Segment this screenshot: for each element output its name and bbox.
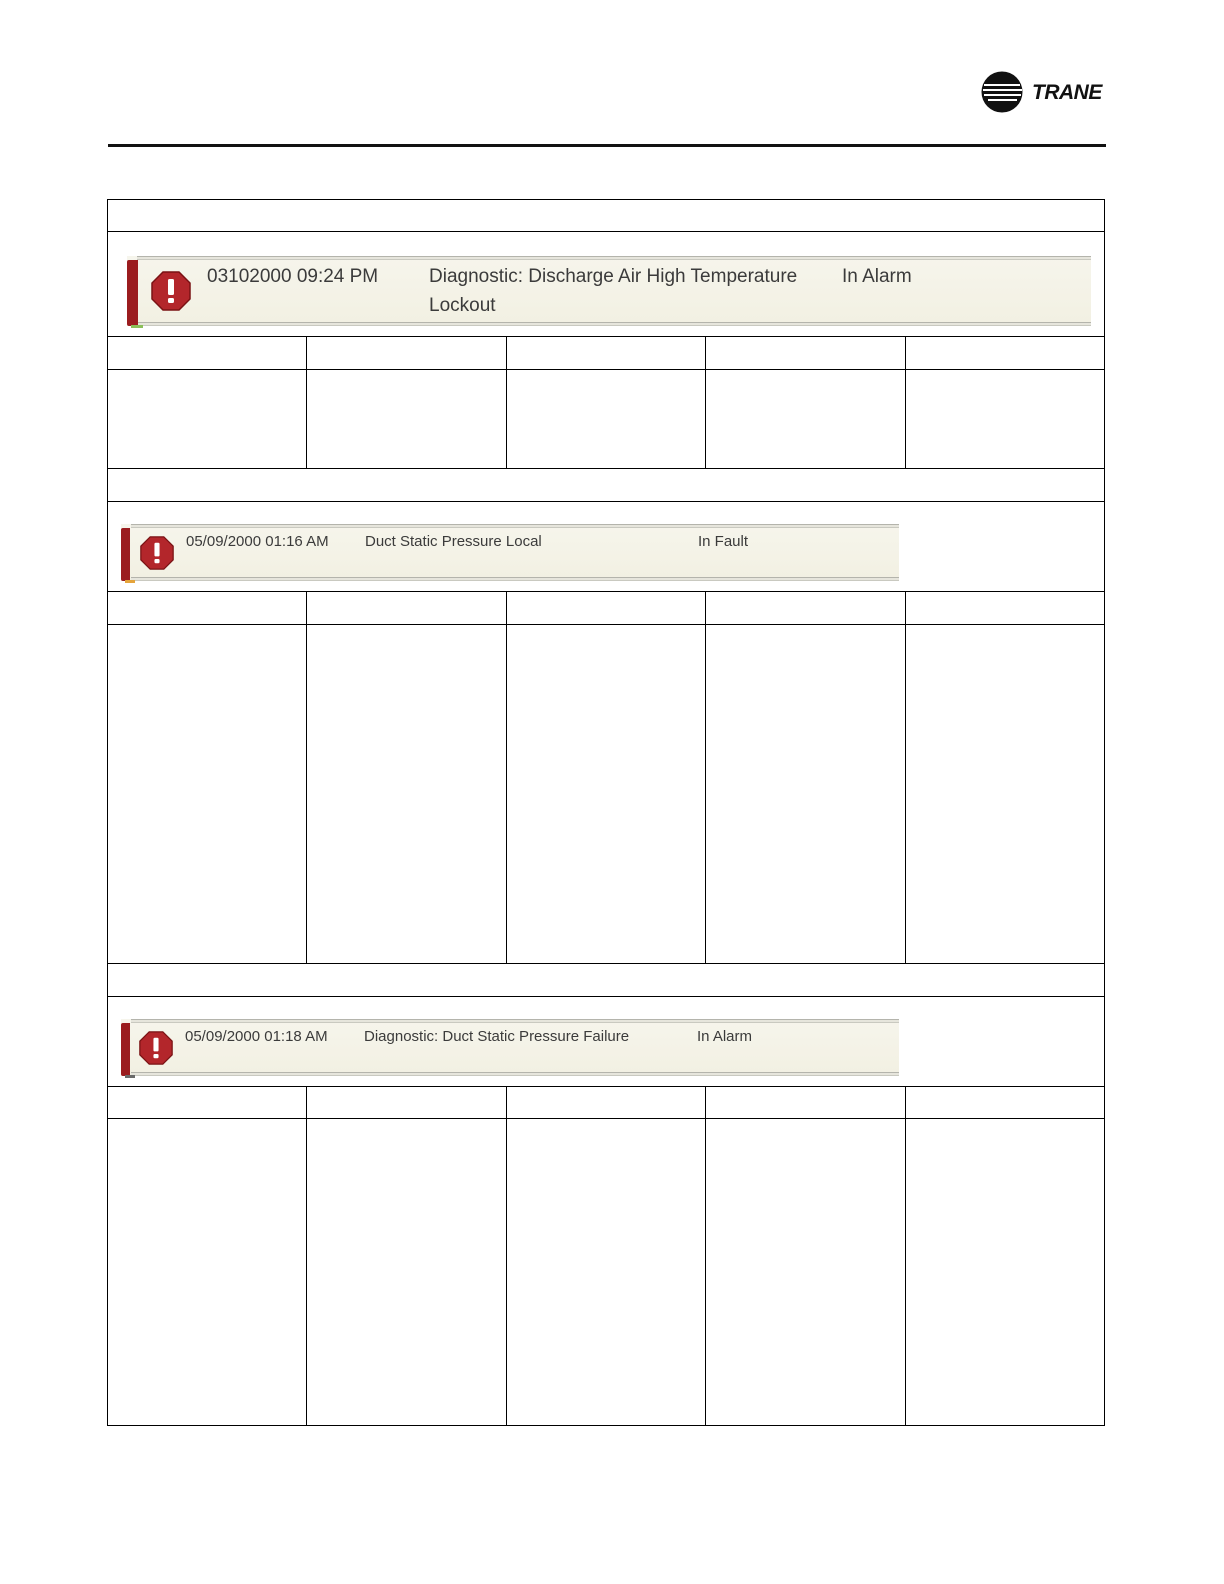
table-column-divider [306,1086,307,1426]
table-column-divider [705,591,706,963]
alarm-banner-discharge-air [127,256,1091,326]
banner-top-edge [131,524,899,528]
alarm-stop-icon [140,536,174,570]
alarm-status: In Alarm [842,266,912,287]
alarm-severity-bar [121,528,130,581]
banner-top-edge [131,1019,899,1023]
table-row-divider [107,1086,1105,1087]
alarm-timestamp: 05/09/2000 01:18 AM [185,1028,328,1045]
alarm-description: Diagnostic: Duct Static Pressure Failure [364,1028,630,1045]
table-column-divider [506,336,507,468]
banner-bottom-edge [131,577,899,581]
alarm-status: In Alarm [697,1028,753,1045]
table-row-divider [107,996,1105,997]
banner-bottom-edge [131,1072,899,1076]
alarm-banner-duct-static-local [121,524,899,581]
table-column-divider [306,591,307,963]
logo-wordmark: TRANE [1032,81,1102,104]
table-row-divider [107,1118,1105,1119]
banner-corner-mark [125,580,135,583]
trane-logo [980,70,1110,114]
banner-corner-mark [125,1075,135,1078]
header-rule [108,144,1106,147]
table-row-divider [107,231,1105,232]
table-row-divider [107,591,1105,592]
diagnostics-table [107,199,1105,1426]
table-column-divider [905,1086,906,1426]
alarm-stop-icon [151,271,191,311]
table-column-divider [306,336,307,468]
banner-bottom-edge [137,322,1091,326]
alarm-severity-bar [127,260,138,326]
table-column-divider [506,1086,507,1426]
table-row-divider [107,369,1105,370]
table-column-divider [705,336,706,468]
alarm-severity-bar [121,1023,130,1076]
alarm-stop-icon [139,1031,173,1065]
table-row-divider [107,336,1105,337]
table-column-divider [905,591,906,963]
table-row-divider [107,468,1105,469]
alarm-description: Diagnostic: Discharge Air High Temperature [429,266,798,287]
table-row-divider [107,963,1105,964]
banner-corner-mark [131,325,143,328]
alarm-timestamp: 03102000 09:24 PM [207,266,379,287]
alarm-status: In Fault [698,533,749,550]
table-column-divider [905,336,906,468]
table-row-divider [107,501,1105,502]
alarm-description-continued: Lockout [429,295,496,316]
alarm-description: Duct Static Pressure Local [365,533,542,550]
table-column-divider [705,1086,706,1426]
alarm-banner-duct-static-failure [121,1019,899,1076]
table-column-divider [506,591,507,963]
banner-top-edge [137,256,1091,260]
table-row-divider [107,624,1105,625]
alarm-timestamp: 05/09/2000 01:16 AM [186,533,329,550]
